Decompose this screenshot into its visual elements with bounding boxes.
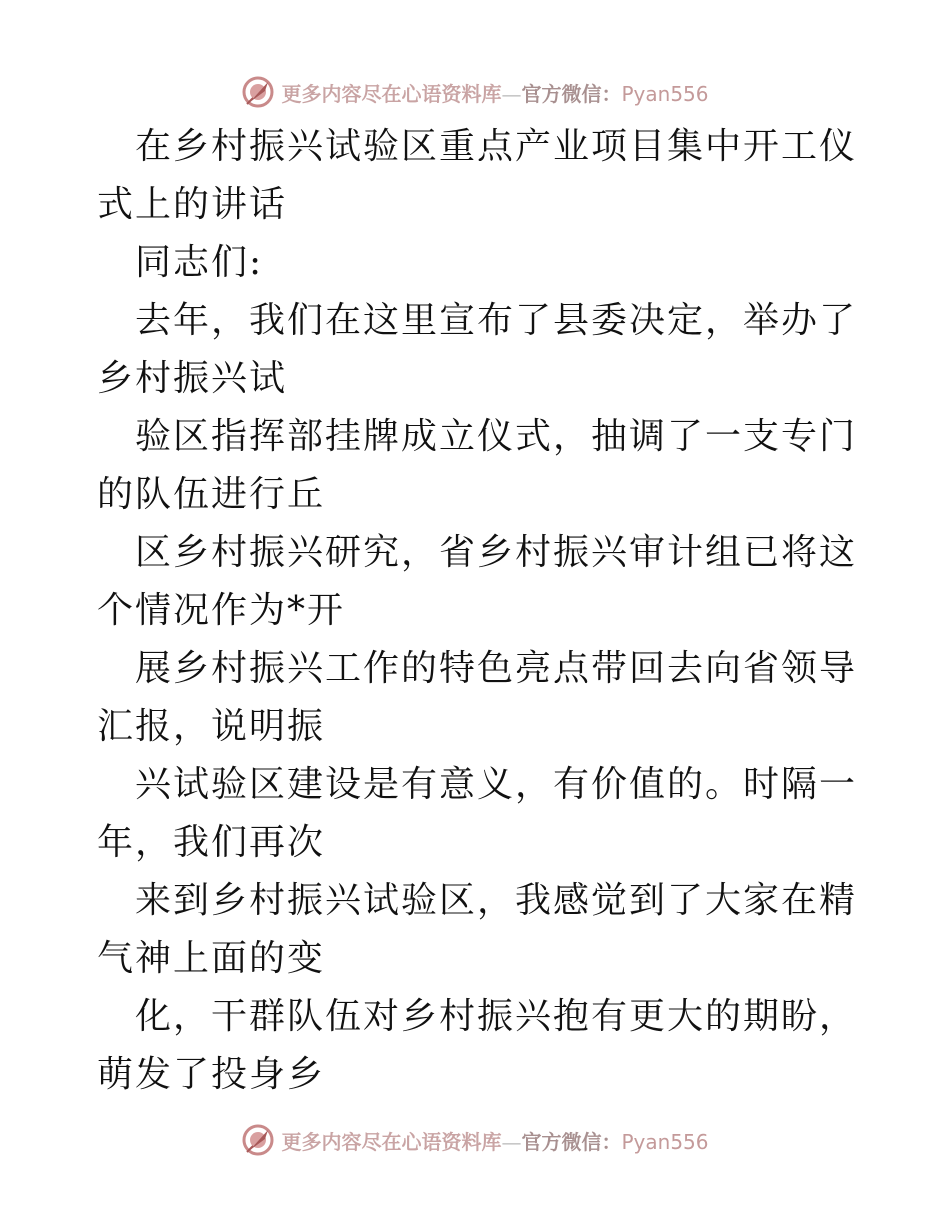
watermark-id: Pyan556 [621,81,709,106]
watermark-brand: 更多内容尽在心语资料库 [281,1129,502,1154]
watermark-label: 官方微信： [521,81,622,106]
paragraph: 来到乡村振兴试验区，我感觉到了大家在精气神上面的变 [97,880,858,979]
paragraph: 化，干群队伍对乡村振兴抱有更大的期盼，萌发了投身乡 [97,996,858,1095]
watermark-label: 官方微信： [521,1129,622,1154]
watermark-text [281,78,708,107]
paragraph-salutation: 同志们: [135,242,264,283]
paragraph-title: 在乡村振兴试验区重点产业项目集中开工仪式上的讲话 [97,126,858,225]
paragraph: 兴试验区建设是有意义，有价值的。时隔一年，我们再次 [97,764,858,863]
paragraph: 验区指挥部挂牌成立仪式，抽调了一支专门的队伍进行丘 [97,416,858,515]
paragraph: 展乡村振兴工作的特色亮点带回去向省领导汇报，说明振 [97,648,858,747]
document-body [97,118,857,1104]
watermark-text [281,1126,708,1155]
watermark-separator: — [501,1129,522,1154]
watermark-footer [0,1120,950,1160]
watermark-header [0,72,950,112]
quill-logo-icon [241,75,275,109]
watermark-id: Pyan556 [621,1129,709,1154]
watermark-brand: 更多内容尽在心语资料库 [281,81,502,106]
paragraph: 去年，我们在这里宣布了县委决定，举办了乡村振兴试 [97,300,858,399]
paragraph: 区乡村振兴研究，省乡村振兴审计组已将这个情况作为*开 [97,532,858,631]
quill-logo-icon [241,1123,275,1157]
watermark-separator: — [501,81,522,106]
